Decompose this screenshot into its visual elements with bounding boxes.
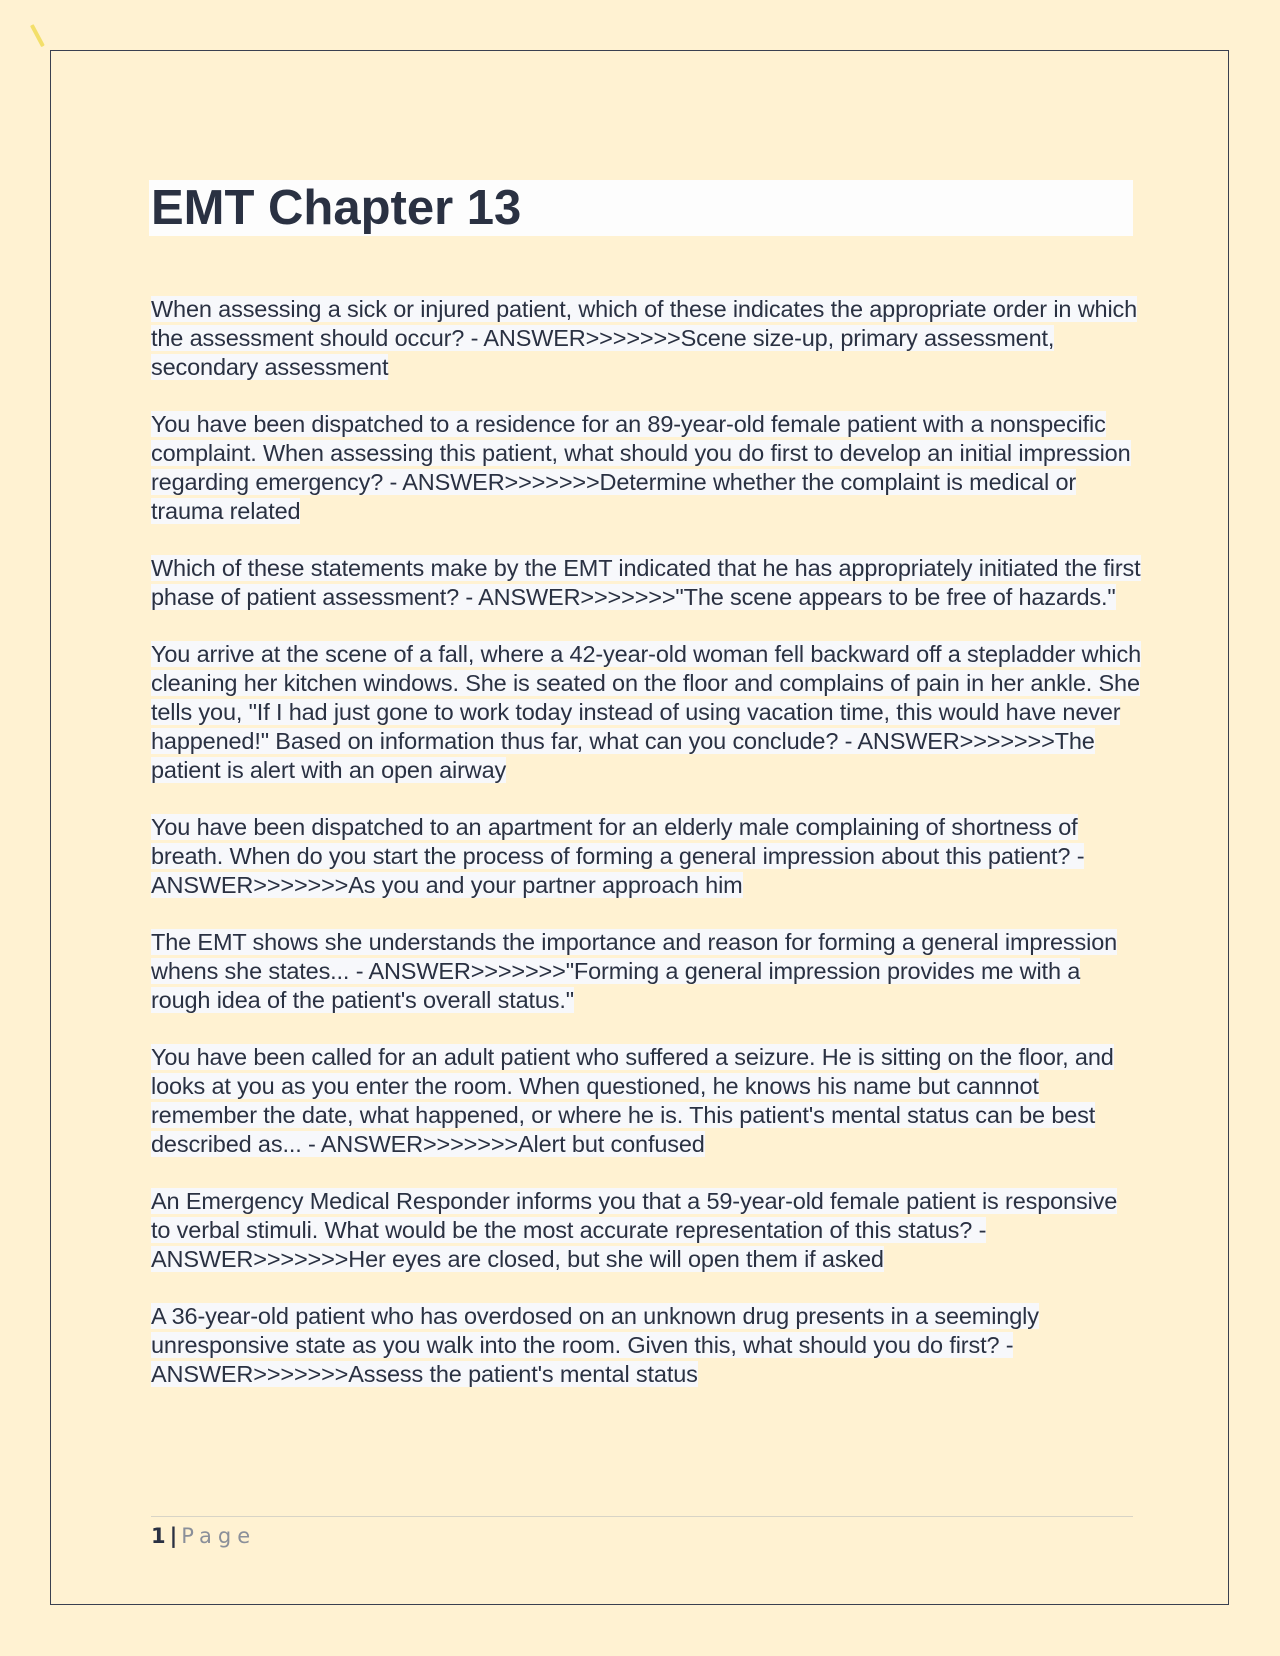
qa-item-3 [151, 554, 1141, 612]
footer-divider [151, 1516, 1133, 1517]
qa-list [151, 295, 1141, 1417]
qa-text: When assessing a sick or injured patient, which of these indicates the appropriate order in which the assessment should occur? - ANSWER>>>>>>>Scene size-up, primary assessment, secondary assessment [151, 296, 1138, 380]
qa-item-4 [151, 640, 1141, 785]
qa-item-7 [151, 1043, 1141, 1159]
footer-separator: | [169, 1524, 178, 1548]
qa-text: The EMT shows she understands the importance and reason for forming a general impression whens she states... - ANSWER>>>>>>>"Forming a general impression provides me with a rough idea of the patient's overall status." [151, 929, 1118, 1013]
qa-text: You have been dispatched to an apartment for an elderly male complaining of shortness of breath. When do you start the process of forming a general impression about this patient? - ANSWER>>>>>>>As you and your partner approach him [151, 814, 1085, 898]
page-footer [151, 1522, 256, 1550]
qa-text: Which of these statements make by the EMT indicated that he has appropriately initiated the first phase of patient assessment? - ANSWER>>>>>>>"The scene appears to be free of hazards." [151, 555, 1141, 610]
qa-item-8 [151, 1187, 1141, 1274]
qa-item-1 [151, 295, 1141, 382]
qa-text: You have been dispatched to a residence for an 89-year-old female patient with a nonspecific complaint. When assessing this patient, what should you do first to develop an initial impression regarding emergency? - ANSWER>>>>>>>Determine whether the complaint is medical or trauma related [151, 411, 1131, 524]
qa-item-2 [151, 410, 1141, 526]
qa-text: You have been called for an adult patient who suffered a seizure. He is sitting on the floor, and looks at you as you enter the room. When questioned, he knows his name but cannnot remember the date, what happened, or where he is. This patient's mental status can be best described as... - ANSWER>>>>>>>Alert but confused [151, 1044, 1114, 1157]
qa-text: An Emergency Medical Responder informs you that a 59-year-old female patient is responsive to verbal stimuli. What would be the most accurate representation of this status? - ANSWER>>>>>>>Her eyes are closed, but she will open them if asked [151, 1188, 1118, 1272]
qa-item-5 [151, 813, 1141, 900]
qa-item-9 [151, 1302, 1141, 1389]
qa-text: You arrive at the scene of a fall, where a 42-year-old woman fell backward off a stepladder which cleaning her kitchen windows. She is seated on the floor and complains of pain in her ankle. She tells you, "If I had just gone to work today instead of using vacation time, this would have never happened!" Based on information thus far, what can you conclude? - ANSWER>>>>>>>The patient is alert with an open airway [151, 641, 1141, 783]
corner-tick-mark [30, 24, 45, 47]
page-number: 1 [151, 1524, 166, 1548]
document-title: EMT Chapter 13 [151, 181, 522, 235]
qa-item-6 [151, 928, 1141, 1015]
qa-text: A 36-year-old patient who has overdosed on an unknown drug presents in a seemingly unresponsive state as you walk into the room. Given this, what should you do first? - ANSWER>>>>>>>Assess the patient's mental status [151, 1303, 1039, 1387]
page-label: Page [181, 1524, 257, 1548]
